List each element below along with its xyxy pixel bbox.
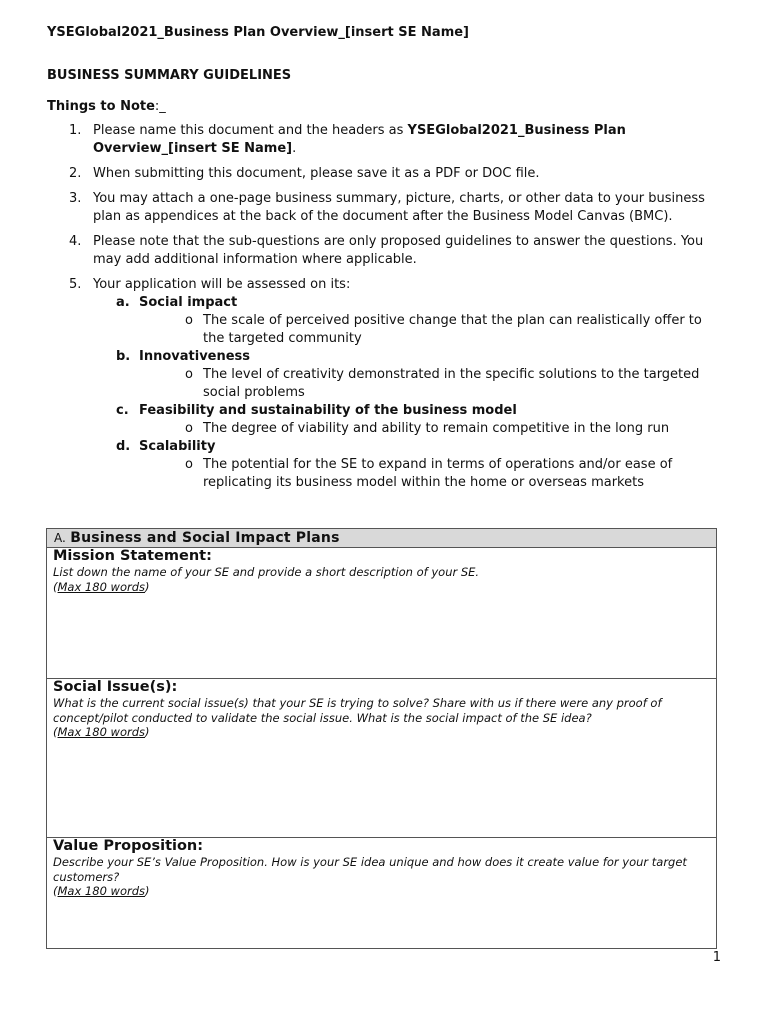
limit-close: ) bbox=[145, 725, 150, 739]
mission-statement-field[interactable] bbox=[47, 548, 716, 679]
guideline-item bbox=[47, 165, 717, 183]
field-heading: Mission Statement: bbox=[53, 548, 212, 564]
page-number: 1 bbox=[712, 950, 721, 965]
field-limit bbox=[53, 580, 710, 595]
section-a-header bbox=[47, 529, 716, 548]
criterion-letter: d. bbox=[116, 439, 131, 454]
field-heading: Social Issue(s): bbox=[53, 679, 178, 695]
item-number: 4. bbox=[69, 234, 82, 249]
summary-heading: BUSINESS SUMMARY GUIDELINES bbox=[47, 68, 292, 83]
item-number: 5. bbox=[69, 277, 82, 292]
things-to-note-heading bbox=[47, 99, 166, 114]
things-to-note-suffix: :_ bbox=[154, 99, 166, 114]
guideline-item bbox=[47, 233, 717, 269]
item-text: Please note that the sub-questions are only proposed guidelines to answer the questions. You may add additional information where applicable. bbox=[93, 234, 704, 267]
item-text: Your application will be assessed on its: bbox=[93, 277, 351, 292]
criterion-name: Social impact bbox=[139, 295, 238, 310]
section-letter: A. bbox=[54, 531, 66, 545]
criterion-desc-text: The scale of perceived positive change that the plan can realistically offer to the targeted community bbox=[203, 313, 702, 346]
criterion-description bbox=[139, 312, 717, 348]
criterion-description bbox=[139, 366, 717, 402]
criterion-description bbox=[139, 456, 717, 492]
criterion-letter: c. bbox=[116, 403, 129, 418]
criterion bbox=[93, 438, 717, 492]
document-title: YSEGlobal2021_Business Plan Overview_[insert SE Name] bbox=[47, 25, 469, 40]
section-title: Business and Social Impact Plans bbox=[70, 530, 340, 546]
limit-close: ) bbox=[145, 579, 150, 594]
bullet-marker: o bbox=[185, 457, 193, 472]
item-text: Please name this document and the headers as bbox=[93, 123, 408, 138]
criterion-name: Scalability bbox=[139, 439, 216, 454]
criterion bbox=[93, 402, 717, 438]
guideline-item bbox=[47, 190, 717, 226]
field-heading: Value Proposition: bbox=[53, 838, 204, 854]
things-to-note-label: Things to Note bbox=[47, 99, 155, 114]
limit-open: ( bbox=[53, 725, 58, 739]
criteria-list bbox=[93, 294, 717, 492]
criterion-desc-text: The level of creativity demonstrated in the specific solutions to the targeted social problems bbox=[203, 367, 700, 400]
item-text: When submitting this document, please save it as a PDF or DOC file. bbox=[93, 166, 540, 181]
bullet-marker: o bbox=[185, 313, 193, 328]
criterion-desc-text: The potential for the SE to expand in terms of operations and/or ease of replicating its business model within the home or overseas markets bbox=[203, 457, 673, 490]
item-number: 2. bbox=[69, 166, 82, 181]
limit-text: Max 180 words bbox=[57, 579, 145, 594]
criterion-name: Innovativeness bbox=[139, 349, 251, 364]
limit-text: Max 180 words bbox=[57, 884, 145, 898]
item-bold-text: YSEGlobal2021_Business Plan Overview_[insert SE Name] bbox=[93, 123, 626, 156]
guideline-item bbox=[47, 122, 717, 158]
value-proposition-field[interactable] bbox=[47, 838, 716, 948]
criterion-letter: b. bbox=[116, 349, 131, 364]
field-limit bbox=[53, 725, 710, 740]
item-number: 1. bbox=[69, 123, 82, 138]
limit-open: ( bbox=[53, 884, 58, 898]
criterion-description bbox=[139, 420, 717, 438]
criterion-name: Feasibility and sustainability of the business model bbox=[139, 403, 517, 418]
business-plans-table bbox=[46, 528, 717, 949]
bullet-marker: o bbox=[185, 421, 193, 436]
field-instruction: What is the current social issue(s) that your SE is trying to solve? Share with us if there were any proof of concept/pilot conducted to validate the social issue. What is the social impact of the SE idea? bbox=[53, 696, 662, 725]
guidelines-list bbox=[47, 122, 717, 499]
field-instruction: List down the name of your SE and provide a short description of your SE. bbox=[53, 565, 480, 579]
criterion-desc-text: The degree of viability and ability to remain competitive in the long run bbox=[203, 421, 670, 436]
item-text: You may attach a one-page business summary, picture, charts, or other data to your business plan as appendices at the back of the document after the Business Model Canvas (BMC). bbox=[93, 191, 705, 224]
criterion bbox=[93, 348, 717, 402]
item-text-end: . bbox=[292, 141, 297, 156]
item-number: 3. bbox=[69, 191, 82, 206]
guideline-item bbox=[47, 276, 717, 492]
social-issues-field[interactable] bbox=[47, 679, 716, 838]
criterion bbox=[93, 294, 717, 348]
limit-open: ( bbox=[53, 579, 58, 594]
field-limit bbox=[53, 884, 710, 899]
limit-close: ) bbox=[145, 884, 150, 898]
limit-text: Max 180 words bbox=[57, 725, 145, 739]
bullet-marker: o bbox=[185, 367, 193, 382]
criterion-letter: a. bbox=[116, 295, 130, 310]
field-instruction: Describe your SE’s Value Proposition. How is your SE idea unique and how does it create value for your target customers? bbox=[53, 855, 687, 884]
